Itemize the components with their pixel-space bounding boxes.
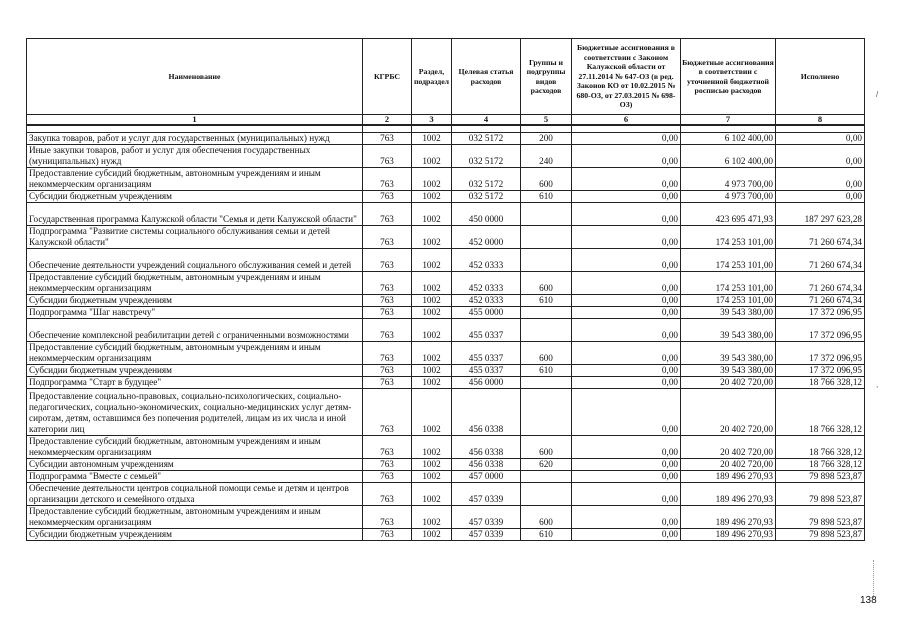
row-section: 1002 [412, 307, 452, 319]
row-executed: 17 372 096,95 [776, 365, 865, 377]
row-group [521, 249, 572, 272]
row-section: 1002 [412, 436, 452, 459]
row-executed: 71 260 674,34 [776, 272, 865, 295]
row-kgrbs: 763 [363, 389, 412, 436]
row-law: 0,00 [572, 133, 681, 145]
row-refined: 4 973 700,00 [681, 191, 776, 203]
table-row [27, 459, 865, 471]
row-name: Предоставление социально-правовых, социально-психологических, социально-педагогических, социально-экономических, социально-медицинских услуг детям-сиротам, детям, оставшимся без попечения родителей, лицам из их числа и иной категории лиц [27, 389, 363, 436]
row-section: 1002 [412, 191, 452, 203]
row-kgrbs: 763 [363, 145, 412, 168]
table-row [27, 145, 865, 168]
row-group [521, 377, 572, 389]
table-row [27, 133, 865, 145]
row-name: Обеспечение деятельности учреждений социального обслуживания семей и детей [27, 249, 363, 272]
row-section: 1002 [412, 377, 452, 389]
row-name: Подпрограмма "Старт в будущее" [27, 377, 363, 389]
row-section: 1002 [412, 483, 452, 506]
row-group: 200 [521, 133, 572, 145]
row-section: 1002 [412, 168, 452, 191]
row-target: 452 0333 [452, 272, 521, 295]
row-refined: 4 973 700,00 [681, 168, 776, 191]
row-group: 600 [521, 342, 572, 365]
row-target: 456 0338 [452, 459, 521, 471]
row-name: Субсидии автономным учреждениям [27, 459, 363, 471]
header-target: Целевая статья расходов [452, 39, 521, 115]
header-refined-allocations: Бюджетные ассигнования в соответствии с уточненной бюджетной росписью расходов [681, 39, 776, 115]
row-law: 0,00 [572, 272, 681, 295]
row-kgrbs: 763 [363, 365, 412, 377]
row-refined: 189 496 270,93 [681, 506, 776, 529]
row-law: 0,00 [572, 389, 681, 436]
row-target: 456 0338 [452, 436, 521, 459]
row-name: Обеспечение комплексной реабилитации детей с ограниченными возможностями [27, 319, 363, 342]
table-row [27, 377, 865, 389]
row-group: 610 [521, 529, 572, 541]
row-target: 450 0000 [452, 203, 521, 226]
row-kgrbs: 763 [363, 203, 412, 226]
budget-table [26, 38, 865, 541]
row-executed: 18 766 328,12 [776, 377, 865, 389]
row-section: 1002 [412, 295, 452, 307]
row-section: 1002 [412, 365, 452, 377]
table-row [27, 529, 865, 541]
row-law: 0,00 [572, 307, 681, 319]
row-kgrbs: 763 [363, 226, 412, 249]
row-group: 610 [521, 295, 572, 307]
row-target: 032 5172 [452, 168, 521, 191]
row-name: Предоставление субсидий бюджетным, автономным учреждениям и иным некоммерческим организациям [27, 168, 363, 191]
row-kgrbs: 763 [363, 506, 412, 529]
row-law: 0,00 [572, 249, 681, 272]
row-refined: 174 253 101,00 [681, 226, 776, 249]
row-law: 0,00 [572, 295, 681, 307]
row-group: 600 [521, 272, 572, 295]
spacer-cell [776, 125, 865, 133]
header-law-allocations: Бюджетные ассигнования в соответствии с Законом Калужской области от 27.11.2014 № 647-ОЗ (в ред. Законов КО от 10.02.2015 № 680-ОЗ, от 27.03.2015 № 698-ОЗ) [572, 39, 681, 115]
row-law: 0,00 [572, 506, 681, 529]
row-law: 0,00 [572, 436, 681, 459]
row-target: 455 0337 [452, 319, 521, 342]
row-target: 455 0337 [452, 365, 521, 377]
row-executed: 79 898 523,87 [776, 529, 865, 541]
row-refined: 189 496 270,93 [681, 483, 776, 506]
table-row [27, 471, 865, 483]
row-executed: 187 297 623,28 [776, 203, 865, 226]
row-section: 1002 [412, 226, 452, 249]
column-number-row [27, 115, 865, 126]
table-row [27, 483, 865, 506]
row-law: 0,00 [572, 342, 681, 365]
row-group: 600 [521, 168, 572, 191]
margin-mark: , [876, 380, 879, 389]
row-name: Подпрограмма "Шаг навстречу" [27, 307, 363, 319]
column-number: 1 [27, 115, 363, 126]
row-refined: 20 402 720,00 [681, 459, 776, 471]
row-kgrbs: 763 [363, 319, 412, 342]
row-section: 1002 [412, 272, 452, 295]
table-row [27, 272, 865, 295]
row-name: Предоставление субсидий бюджетным, автономным учреждениям и иным некоммерческим организациям [27, 506, 363, 529]
column-number: 8 [776, 115, 865, 126]
table-row [27, 436, 865, 459]
row-kgrbs: 763 [363, 436, 412, 459]
row-section: 1002 [412, 145, 452, 168]
column-number: 4 [452, 115, 521, 126]
row-section: 1002 [412, 459, 452, 471]
row-section: 1002 [412, 249, 452, 272]
row-group: 240 [521, 145, 572, 168]
row-refined: 39 543 380,00 [681, 307, 776, 319]
row-law: 0,00 [572, 365, 681, 377]
row-refined: 189 496 270,93 [681, 471, 776, 483]
row-refined: 39 543 380,00 [681, 365, 776, 377]
row-section: 1002 [412, 529, 452, 541]
row-name: Субсидии бюджетным учреждениям [27, 191, 363, 203]
spacer-cell [452, 125, 521, 133]
row-executed: 79 898 523,87 [776, 483, 865, 506]
row-name: Государственная программа Калужской области "Семья и дети Калужской области" [27, 203, 363, 226]
table-row [27, 191, 865, 203]
row-law: 0,00 [572, 377, 681, 389]
row-target: 452 0333 [452, 295, 521, 307]
row-name: Субсидии бюджетным учреждениям [27, 365, 363, 377]
table-row [27, 203, 865, 226]
row-kgrbs: 763 [363, 459, 412, 471]
row-group: 600 [521, 436, 572, 459]
row-target: 032 5172 [452, 191, 521, 203]
row-group [521, 203, 572, 226]
column-number: 6 [572, 115, 681, 126]
header-section: Раздел, подраздел [412, 39, 452, 115]
row-name: Подпрограмма "Вместе с семьей" [27, 471, 363, 483]
row-group: 610 [521, 365, 572, 377]
spacer-cell [27, 125, 363, 133]
row-law: 0,00 [572, 483, 681, 506]
row-refined: 20 402 720,00 [681, 436, 776, 459]
row-section: 1002 [412, 471, 452, 483]
column-number: 5 [521, 115, 572, 126]
row-refined: 423 695 471,93 [681, 203, 776, 226]
table-row [27, 506, 865, 529]
row-law: 0,00 [572, 459, 681, 471]
row-refined: 39 543 380,00 [681, 319, 776, 342]
row-kgrbs: 763 [363, 307, 412, 319]
row-section: 1002 [412, 203, 452, 226]
row-kgrbs: 763 [363, 168, 412, 191]
row-group [521, 319, 572, 342]
row-group: 620 [521, 459, 572, 471]
column-number: 2 [363, 115, 412, 126]
row-kgrbs: 763 [363, 272, 412, 295]
row-name: Закупка товаров, работ и услуг для государственных (муниципальных) нужд [27, 133, 363, 145]
row-target: 032 5172 [452, 133, 521, 145]
row-target: 456 0000 [452, 377, 521, 389]
binding-dots [873, 560, 875, 600]
row-group [521, 471, 572, 483]
spacer-cell [363, 125, 412, 133]
row-executed: 0,00 [776, 168, 865, 191]
row-refined: 174 253 101,00 [681, 295, 776, 307]
row-kgrbs: 763 [363, 483, 412, 506]
row-refined: 6 102 400,00 [681, 145, 776, 168]
table-row [27, 168, 865, 191]
header-row [27, 39, 865, 115]
row-law: 0,00 [572, 529, 681, 541]
row-executed: 18 766 328,12 [776, 389, 865, 436]
row-executed: 0,00 [776, 133, 865, 145]
row-law: 0,00 [572, 471, 681, 483]
row-law: 0,00 [572, 203, 681, 226]
row-name: Предоставление субсидий бюджетным, автономным учреждениям и иным некоммерческим организациям [27, 436, 363, 459]
row-refined: 6 102 400,00 [681, 133, 776, 145]
header-kgrbs: КГРБС [363, 39, 412, 115]
row-law: 0,00 [572, 319, 681, 342]
row-kgrbs: 763 [363, 133, 412, 145]
header-groups: Группы и подгруппы видов расходов [521, 39, 572, 115]
row-section: 1002 [412, 506, 452, 529]
row-target: 452 0333 [452, 249, 521, 272]
table-row [27, 389, 865, 436]
row-group [521, 483, 572, 506]
row-group [521, 226, 572, 249]
row-refined: 20 402 720,00 [681, 377, 776, 389]
row-law: 0,00 [572, 145, 681, 168]
table-row [27, 249, 865, 272]
row-name: Иные закупки товаров, работ и услуг для обеспечения государственных (муниципальных) нужд [27, 145, 363, 168]
row-executed: 79 898 523,87 [776, 506, 865, 529]
row-refined: 174 253 101,00 [681, 272, 776, 295]
row-name: Субсидии бюджетным учреждениям [27, 295, 363, 307]
row-law: 0,00 [572, 226, 681, 249]
row-target: 457 0339 [452, 483, 521, 506]
row-target: 456 0338 [452, 389, 521, 436]
header-executed: Исполнено [776, 39, 865, 115]
row-name: Предоставление субсидий бюджетным, автономным учреждениям и иным некоммерческим организациям [27, 342, 363, 365]
row-executed: 17 372 096,95 [776, 342, 865, 365]
spacer-cell [681, 125, 776, 133]
row-section: 1002 [412, 389, 452, 436]
row-executed: 0,00 [776, 145, 865, 168]
header-name: Наименование [27, 39, 363, 115]
row-executed: 79 898 523,87 [776, 471, 865, 483]
spacer-cell [572, 125, 681, 133]
row-refined: 174 253 101,00 [681, 249, 776, 272]
table-row [27, 319, 865, 342]
row-name: Обеспечение деятельности центров социальной помощи семье и детям и центров организации детского и семейного отдыха [27, 483, 363, 506]
table-row [27, 342, 865, 365]
row-group: 610 [521, 191, 572, 203]
row-target: 455 0337 [452, 342, 521, 365]
table-row [27, 307, 865, 319]
spacer-cell [521, 125, 572, 133]
row-target: 457 0000 [452, 471, 521, 483]
row-section: 1002 [412, 133, 452, 145]
margin-mark: / [876, 90, 879, 99]
row-executed: 0,00 [776, 191, 865, 203]
row-target: 457 0339 [452, 506, 521, 529]
row-kgrbs: 763 [363, 342, 412, 365]
row-law: 0,00 [572, 168, 681, 191]
row-kgrbs: 763 [363, 249, 412, 272]
row-target: 452 0000 [452, 226, 521, 249]
table-row [27, 365, 865, 377]
row-law: 0,00 [572, 191, 681, 203]
row-executed: 18 766 328,12 [776, 436, 865, 459]
row-name: Предоставление субсидий бюджетным, автономным учреждениям и иным некоммерческим организациям [27, 272, 363, 295]
row-kgrbs: 763 [363, 191, 412, 203]
row-group [521, 307, 572, 319]
row-kgrbs: 763 [363, 529, 412, 541]
row-name: Подпрограмма "Развитие системы социального обслуживания семьи и детей Калужской области" [27, 226, 363, 249]
row-kgrbs: 763 [363, 471, 412, 483]
table-row [27, 226, 865, 249]
row-section: 1002 [412, 319, 452, 342]
row-executed: 71 260 674,34 [776, 295, 865, 307]
column-number: 3 [412, 115, 452, 126]
row-executed: 18 766 328,12 [776, 459, 865, 471]
table-row [27, 295, 865, 307]
row-kgrbs: 763 [363, 295, 412, 307]
row-kgrbs: 763 [363, 377, 412, 389]
page-number: 138 [860, 595, 877, 606]
row-target: 455 0000 [452, 307, 521, 319]
row-executed: 17 372 096,95 [776, 307, 865, 319]
spacer-cell [412, 125, 452, 133]
row-refined: 189 496 270,93 [681, 529, 776, 541]
row-group: 600 [521, 506, 572, 529]
row-executed: 71 260 674,34 [776, 226, 865, 249]
row-target: 032 5172 [452, 145, 521, 168]
row-executed: 17 372 096,95 [776, 319, 865, 342]
row-target: 457 0339 [452, 529, 521, 541]
row-executed: 71 260 674,34 [776, 249, 865, 272]
row-refined: 20 402 720,00 [681, 389, 776, 436]
row-refined: 39 543 380,00 [681, 342, 776, 365]
row-group [521, 389, 572, 436]
spacer-row [27, 125, 865, 133]
row-name: Субсидии бюджетным учреждениям [27, 529, 363, 541]
column-number: 7 [681, 115, 776, 126]
row-section: 1002 [412, 342, 452, 365]
